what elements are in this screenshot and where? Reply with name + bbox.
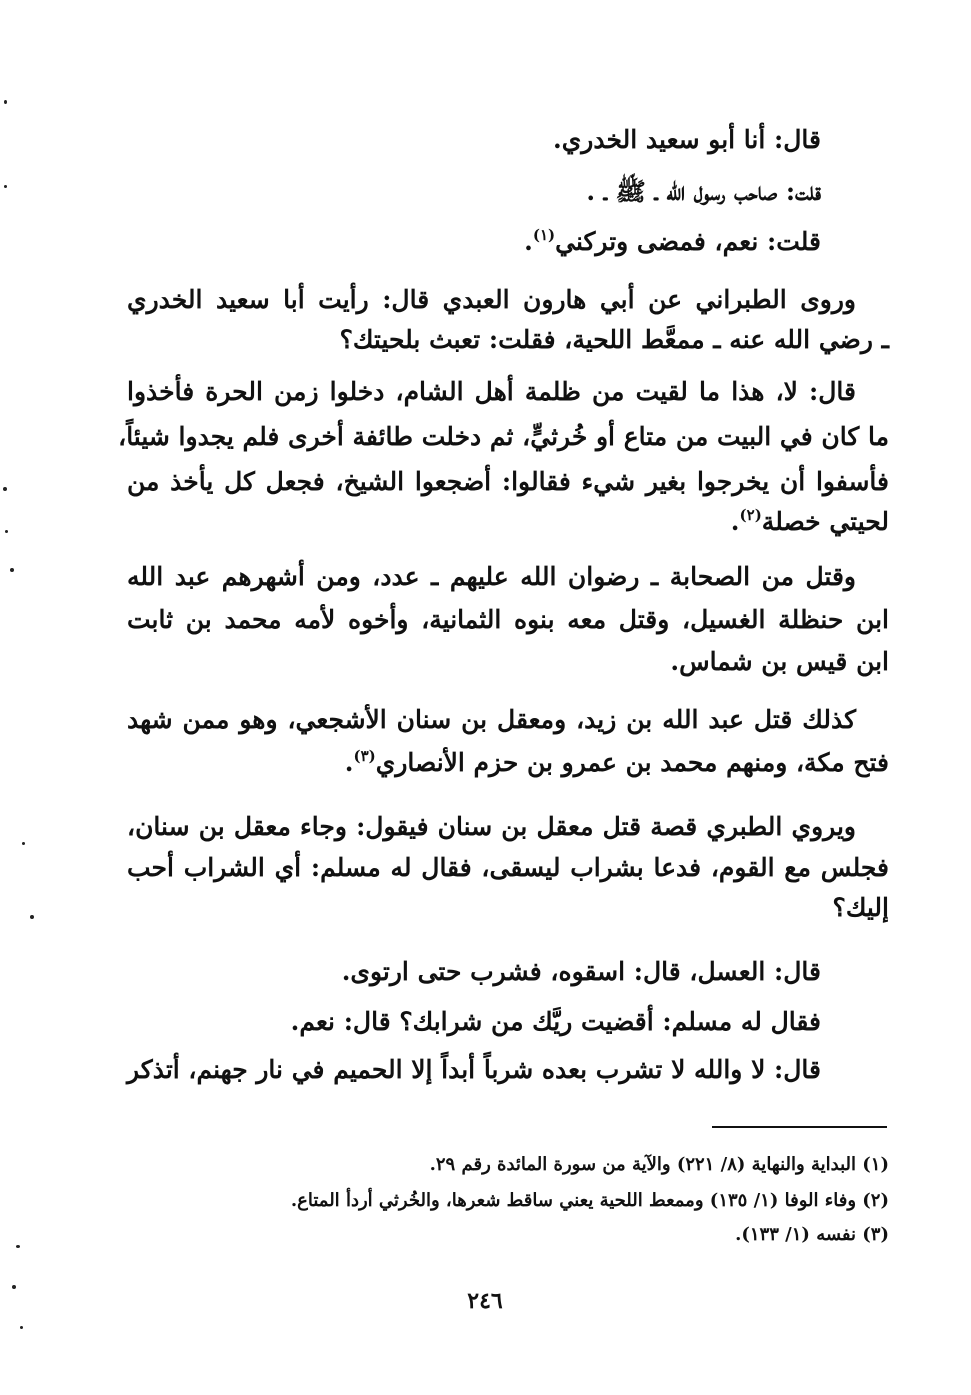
text-line: قال: العسل، قال: اسقوه، فشرب حتى ارتوى. (341, 957, 821, 986)
text-line: ما كان في البيت من متاع أو خُرثيٍّ، ثم دخلت طائفة أخرى فلم يجدوا شيئاً، (118, 422, 889, 451)
text-line: لحيتي خصلة$^{(٢)}$. (730, 506, 889, 536)
text-line: قال: أنا أبو سعيد الخدري. (553, 125, 821, 154)
text-line: إليك؟ (832, 893, 889, 922)
text-line: قلت: نعم، فمضى وتركني$^{(١)}$. (524, 226, 821, 256)
footnote: (٣) نفسه (١/ ١٣٣). (735, 1224, 889, 1245)
text-line: فتح مكة، ومنهم محمد بن عمرو بن حزم الأنصاري$^{(٣)}$. (344, 747, 889, 777)
footnote-separator (712, 1126, 887, 1128)
text-line: قال: لا، هذا ما لقيت من ظلمة أهل الشام، دخلوا زمن الحرة فأخذوا (127, 377, 856, 406)
scan-speck (10, 568, 14, 572)
scan-speck (30, 915, 34, 919)
text-line: ابن قيس بن شماس. (670, 647, 889, 676)
footnote-ref: (١) (532, 226, 556, 244)
text-line: ويروي الطبري قصة قتل معقل بن سنان فيقول: وجاء معقل بن سنان، (127, 812, 856, 841)
text-line: وقتل من الصحابة ـ رضوان الله عليهم ـ عدد، ومن أشهرهم عبد الله (127, 562, 856, 591)
footnote-ref: (٢) (739, 506, 762, 524)
text-line: ابن حنظلة الغسيل، وقتل معه بنوه الثمانية، وأخوه لأمه محمد بن ثابت (127, 605, 889, 634)
text-line: ـ رضي الله عنه ـ ممعَّط اللحية، فقلت: تعبث بلحيتك؟ (339, 325, 889, 354)
scan-speck (16, 1245, 20, 1248)
text-line: فجلس مع القوم، فدعا بشراب ليسقى، فقال له مسلم: أي الشراب أحب (127, 853, 889, 882)
scan-speck (4, 185, 7, 188)
text-line: كذلك قتل عبد الله بن زيد، ومعقل بن سنان الأشجعي، وهو ممن شهد (127, 705, 856, 734)
footnote-ref: (٣) (353, 747, 376, 765)
text-line: وروى الطبراني عن أبي هارون العبدي قال: رأيت أبا سعيد الخدري (127, 285, 856, 314)
text-line: فأسفوا أن يخرجوا بغير شيء فقالوا: أضجعوا الشيخ، فجعل كل يأخذ من (127, 467, 889, 496)
page-number: ٢٤٦ (467, 1288, 503, 1314)
scan-speck (4, 100, 7, 104)
scan-speck (12, 1285, 16, 1289)
scan-speck (3, 487, 7, 491)
text-line: قال: لا والله لا تشرب بعده شرباً أبداً إلا الحميم في نار جهنم، أتذكر (127, 1055, 821, 1084)
scan-speck (5, 530, 8, 533)
footnote: (١) البداية والنهاية (٨/ ٢٢١) والآية من سورة المائدة رقم ٢٩. (429, 1154, 889, 1175)
scan-speck (22, 842, 25, 845)
text-line: قلت: صاحب رسول الله ـ ﷺ ـ . (586, 177, 821, 206)
scan-speck (20, 1326, 23, 1329)
footnote: (٢) وفاء الوفا (١/ ١٣٥) وممعط اللحية يعني ساقط شعرها، والخُرثي أردأ المتاع. (290, 1190, 889, 1211)
text-line: فقال له مسلم: أقضيت ريَّك من شرابك؟ قال: نعم. (290, 1007, 821, 1036)
